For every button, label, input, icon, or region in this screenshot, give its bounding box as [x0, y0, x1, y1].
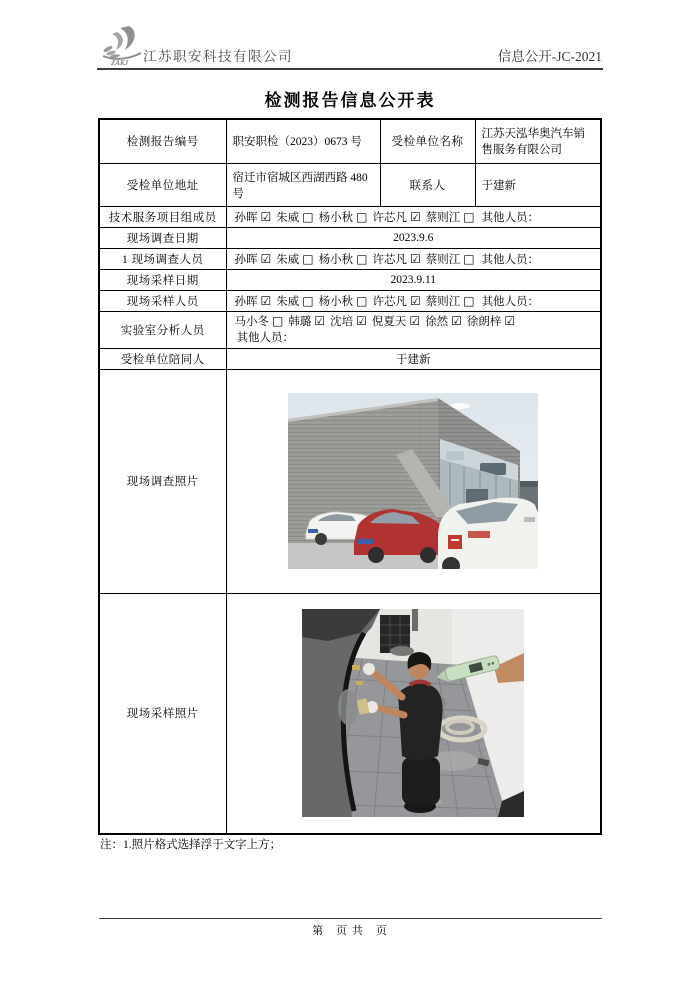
company-logo: [99, 24, 145, 67]
sampling-photo-cell: [226, 593, 601, 834]
survey-photo-cell: [226, 369, 601, 593]
doc-code: 信息公开-JC-2021: [497, 49, 602, 64]
staff-member: [372, 251, 421, 266]
survey-staff-label: 1 现场调查人员: [99, 248, 226, 269]
unit-name-value: 江苏天泓华奥汽车销售服务有限公司: [475, 119, 601, 163]
page-number-footer: 第 页 共 页: [312, 925, 388, 937]
disclosure-form-table: [98, 118, 602, 835]
staff-member-name: 蔡则江: [425, 253, 461, 266]
staff-member: [371, 313, 421, 328]
staff-member-name: 韩璐: [288, 315, 312, 328]
others-label: 其他人员：: [481, 295, 540, 308]
staff-member: [234, 251, 272, 266]
table-row: [99, 369, 601, 593]
staff-member: [318, 293, 368, 308]
footer-rule: [99, 918, 602, 919]
site-survey-photo: [288, 393, 538, 569]
staff-member-name: 马小冬: [234, 315, 269, 328]
checkbox-checked-icon[interactable]: ☑: [409, 293, 421, 308]
project-team-members: [226, 206, 601, 227]
staff-member-name: 徐朗梓: [466, 315, 502, 328]
staff-member-name: 杨小秋: [318, 211, 354, 224]
checkbox-checked-icon[interactable]: ☑: [504, 313, 516, 328]
contact-value: 于建新: [475, 163, 601, 206]
checkbox-unchecked-icon[interactable]: □: [463, 293, 475, 308]
sampling-photo-label: 现场采样照片: [99, 593, 226, 834]
logo-text: ZAKJ: [111, 59, 129, 67]
staff-member-name: 孙晖: [234, 253, 258, 266]
page-header: [97, 24, 603, 70]
checkbox-checked-icon[interactable]: ☑: [409, 209, 421, 224]
others-label: 其他人员：: [481, 211, 540, 224]
staff-member: [318, 251, 368, 266]
staff-member-name: 许芯凡: [372, 253, 407, 266]
staff-member-name: 朱威: [276, 253, 300, 266]
escort-value: 于建新: [226, 348, 601, 369]
checkbox-unchecked-icon[interactable]: □: [272, 313, 284, 328]
lab-staff-members: [226, 311, 601, 348]
contact-label: 联系人: [380, 163, 475, 206]
table-row: [99, 593, 601, 834]
checkbox-unchecked-icon[interactable]: □: [463, 209, 475, 224]
staff-member-name: 杨小秋: [318, 295, 354, 308]
checkbox-unchecked-icon[interactable]: □: [302, 251, 314, 266]
checkbox-checked-icon[interactable]: ☑: [409, 313, 421, 328]
checkbox-checked-icon[interactable]: ☑: [451, 313, 462, 328]
staff-member: [234, 209, 272, 224]
staff-member: [234, 293, 272, 308]
others-label: 其他人员：: [481, 253, 540, 266]
checkbox-checked-icon[interactable]: ☑: [409, 251, 421, 266]
unit-name-label: 受检单位名称: [380, 119, 475, 163]
checkbox-unchecked-icon[interactable]: □: [356, 251, 368, 266]
staff-member: [288, 313, 326, 328]
checkbox-unchecked-icon[interactable]: □: [463, 251, 475, 266]
survey-date-value: 2023.9.6: [226, 227, 601, 248]
footer-note: 注：1.照片格式选择浮于文字上方；: [100, 839, 282, 851]
form-title: 检测报告信息公开表: [264, 91, 436, 110]
staff-member: [234, 313, 284, 328]
staff-member: [425, 313, 462, 328]
table-row: [99, 348, 601, 369]
staff-member-name: 蔡则江: [425, 295, 461, 308]
staff-member: [318, 209, 368, 224]
table-row: [99, 206, 601, 227]
staff-member: [425, 293, 475, 308]
staff-member: [330, 313, 367, 328]
staff-member-name: 许芯凡: [372, 295, 407, 308]
lab-staff-label: 实验室分析人员: [99, 311, 226, 348]
staff-member: [276, 209, 314, 224]
staff-member-name: 沈培: [330, 315, 354, 328]
staff-member: [466, 313, 516, 328]
others-label: 其他人员：: [236, 331, 294, 344]
staff-member-name: 朱威: [276, 295, 300, 308]
report-no-value: 职安职检（2023）0673 号: [226, 119, 380, 163]
survey-photo-label: 现场调查照片: [99, 369, 226, 593]
staff-member-name: 倪夏天: [371, 315, 407, 328]
staff-member: [276, 293, 314, 308]
escort-label: 受检单位陪同人: [99, 348, 226, 369]
checkbox-unchecked-icon[interactable]: □: [356, 209, 368, 224]
report-no-label: 检测报告编号: [99, 119, 226, 163]
staff-member: [276, 251, 314, 266]
staff-member: [425, 209, 475, 224]
survey-date-label: 现场调查日期: [99, 227, 226, 248]
table-row: [99, 119, 601, 163]
staff-member-name: 徐然: [425, 315, 449, 328]
staff-member-name: 杨小秋: [318, 253, 354, 266]
unit-address-value: 宿迁市宿城区西湖西路 480号: [226, 163, 380, 206]
table-row: [99, 163, 601, 206]
table-row: [99, 248, 601, 269]
checkbox-checked-icon[interactable]: ☑: [356, 313, 367, 328]
staff-member-name: 蔡则江: [425, 211, 461, 224]
checkbox-unchecked-icon[interactable]: □: [302, 293, 314, 308]
project-team-label: 技术服务项目组成员: [99, 206, 226, 227]
table-row: [99, 269, 601, 290]
survey-staff-members: [226, 248, 601, 269]
company-name: 江苏职安科技有限公司: [143, 49, 293, 64]
staff-member-name: 孙晖: [234, 295, 258, 308]
table-row: [99, 311, 601, 348]
staff-member-name: 朱威: [276, 211, 300, 224]
staff-member: [372, 293, 421, 308]
sampling-staff-label: 现场采样人员: [99, 290, 226, 311]
checkbox-checked-icon[interactable]: ☑: [314, 313, 326, 328]
staff-member: [425, 251, 475, 266]
staff-member: [372, 209, 421, 224]
checkbox-checked-icon[interactable]: ☑: [260, 209, 272, 224]
staff-member-name: 许芯凡: [372, 211, 407, 224]
checkbox-checked-icon[interactable]: ☑: [260, 251, 272, 266]
site-sampling-photo: [302, 609, 524, 817]
sampling-date-value: 2023.9.11: [226, 269, 601, 290]
checkbox-checked-icon[interactable]: ☑: [260, 293, 272, 308]
unit-address-label: 受检单位地址: [99, 163, 226, 206]
sampling-date-label: 现场采样日期: [99, 269, 226, 290]
table-row: [99, 290, 601, 311]
checkbox-unchecked-icon[interactable]: □: [302, 209, 314, 224]
checkbox-unchecked-icon[interactable]: □: [356, 293, 368, 308]
sampling-staff-members: [226, 290, 601, 311]
table-row: [99, 227, 601, 248]
staff-member-name: 孙晖: [234, 211, 258, 224]
